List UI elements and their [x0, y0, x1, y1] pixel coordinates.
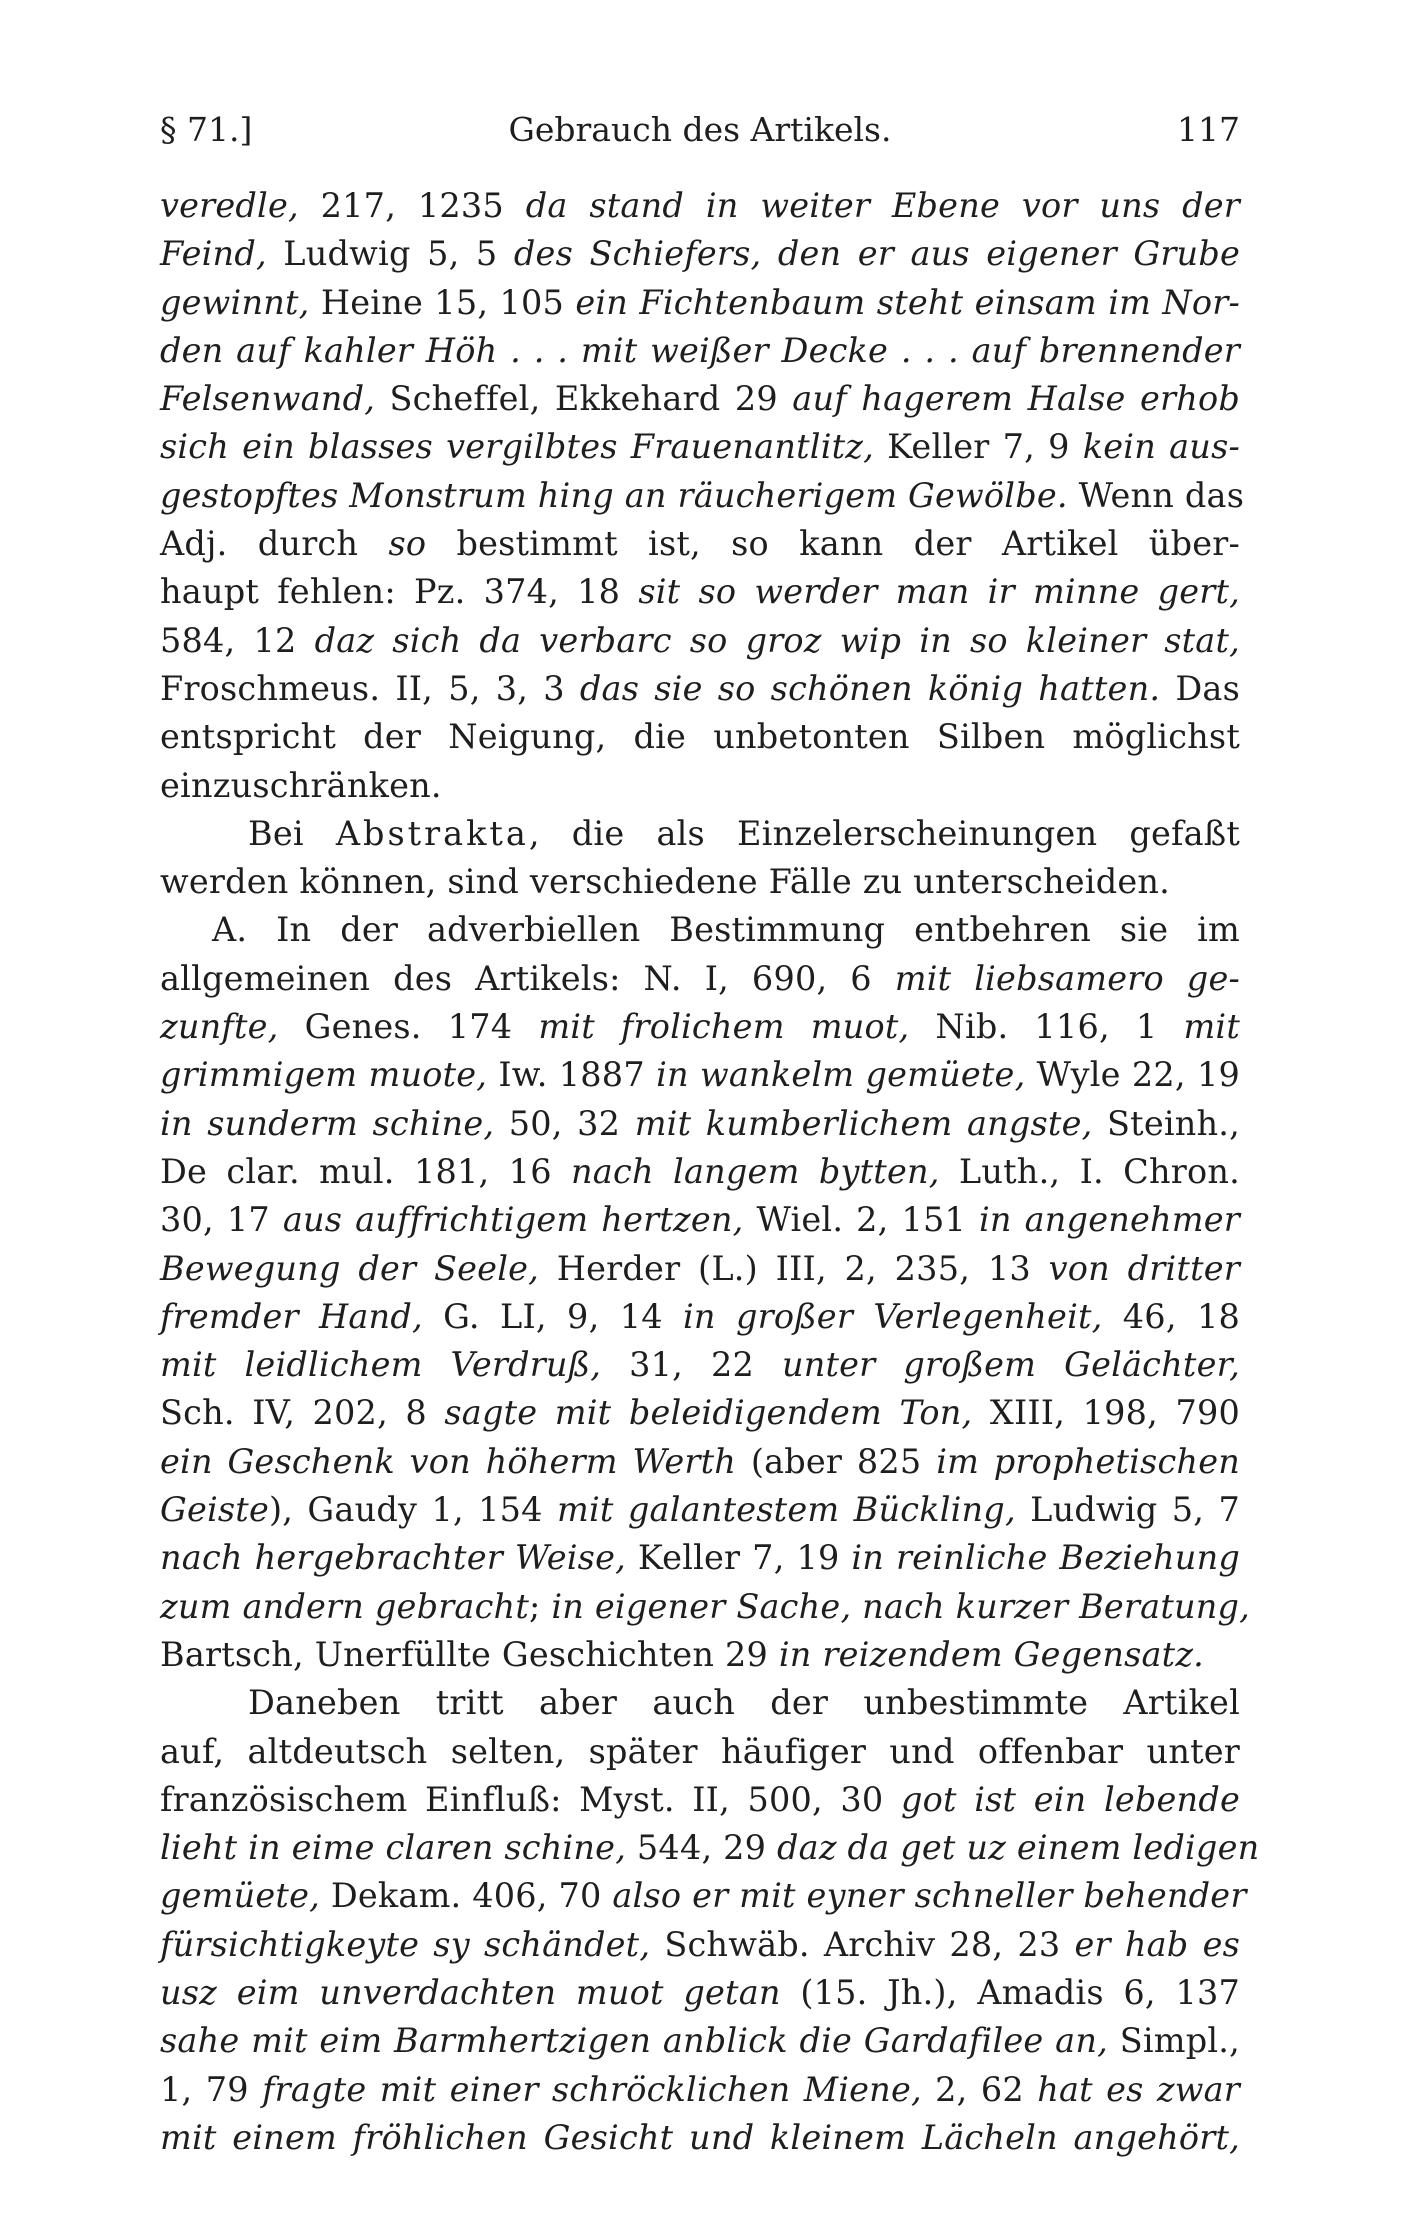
body-text: Froschmeus. II, 5, 3, 3: [160, 668, 580, 708]
body-text: einzuschränken.: [160, 765, 442, 805]
body-text: Wiel. 2, 151: [743, 1200, 979, 1240]
citation-text: aus auffrichtigem hertzen,: [282, 1200, 744, 1240]
body-text: französischem Einfluß: Myst. II, 500, 30: [160, 1779, 901, 1819]
text-line: [160, 1438, 1240, 1486]
text-line: [160, 1534, 1240, 1582]
body-text: 46, 18: [1102, 1296, 1240, 1336]
citation-text: Geiste: [160, 1490, 269, 1530]
text-line: [160, 182, 1240, 230]
citation-text: sahe mit eim Barmhertzigen anblick die Gardafilee an,: [160, 2021, 1108, 2061]
section-number: § 71.]: [160, 110, 253, 149]
text-line: [160, 1341, 1240, 1389]
citation-text: nach langem bytten,: [571, 1151, 940, 1191]
text-line: [160, 1389, 1240, 1437]
citation-text: nach hergebrachter Weise,: [160, 1538, 626, 1578]
text-line: [160, 1728, 1240, 1776]
citation-text: von dritter: [1048, 1248, 1240, 1288]
body-text: Luth., I. Chron.: [939, 1151, 1240, 1191]
body-text: Wyle 22, 19: [1025, 1055, 1240, 1095]
body-text: 1, 79: [160, 2069, 263, 2109]
citation-text: veredle,: [160, 186, 299, 225]
citation-text: fürsichtigkeyte sy schändet,: [160, 1924, 651, 1964]
text-line: [160, 472, 1245, 520]
citation-text: das sie so schönen könig hatten.: [579, 668, 1161, 708]
citation-text: usz eim unverdachten muot getan: [160, 1972, 781, 2012]
text-line: [160, 1486, 1240, 1534]
citation-text: in reinliche Beziehung: [851, 1538, 1240, 1578]
text-line: [160, 568, 1240, 616]
body-text: G. LI, 9, 14: [422, 1296, 684, 1336]
text-line: [160, 762, 1240, 810]
body-text: Ludwig 5, 5: [266, 234, 514, 274]
citation-text: Felsenwand,: [160, 379, 376, 419]
body-text: 544, 29: [626, 1828, 778, 1868]
citation-text: daz da get uz einem ledigen: [777, 1828, 1260, 1868]
text-line: [160, 1583, 1251, 1631]
citation-text: mit kumberlichem angste,: [634, 1103, 1093, 1143]
text-line: [160, 1679, 1240, 1727]
text-line: [160, 230, 1240, 278]
body-text: haupt fehlen: Pz. 374, 18: [160, 572, 639, 612]
body-text: (15. Jh.), Amadis 6, 137: [780, 1972, 1240, 2012]
citation-text: zunfte,: [160, 1007, 279, 1047]
citation-text: Bewegung der Seele,: [160, 1248, 539, 1288]
citation-text: grimmigem muote,: [160, 1055, 488, 1095]
body-text: ;: [529, 1586, 552, 1626]
citation-text: gestopftes Monstrum hing an räucherigem Gewölbe.: [160, 475, 1068, 515]
text-line: [160, 327, 1240, 375]
text-line: [160, 2114, 1240, 2162]
body-text: allgemeinen des Artikels: N. I, 690, 6: [160, 958, 895, 998]
body-text: bestimmt ist, so kann der Artikel über-: [426, 524, 1240, 564]
text-line: [160, 1872, 1247, 1920]
text-line: [160, 858, 1240, 906]
citation-text: mit: [1183, 1007, 1240, 1047]
citation-text: in großer Verlegenheit,: [683, 1296, 1103, 1336]
body-text: Wenn das: [1067, 475, 1245, 515]
citation-text: in eigener Sache, nach kurzer Beratung,: [551, 1586, 1251, 1626]
text-line: [160, 1824, 1260, 1872]
page-header: [160, 108, 1240, 152]
body-text: , die als Einzelerscheinungen gefaßt: [528, 813, 1240, 853]
text-line: [160, 1003, 1240, 1051]
body-text: 31, 22: [601, 1345, 782, 1385]
citation-text: lieht in eime claren schine,: [160, 1828, 627, 1868]
citation-text: mit liebsamero ge-: [894, 958, 1240, 998]
body-text: (aber 825: [736, 1441, 937, 1481]
citation-text: mit leidlichem Verdruß,: [160, 1345, 602, 1385]
citation-text: unter großem Gelächter,: [781, 1345, 1240, 1385]
body-text: Schwäb. Archiv 28, 23: [650, 1924, 1075, 1964]
text-line: [160, 375, 1240, 423]
body-text: Abstrakta: [335, 813, 529, 853]
body-text: 2, 62: [921, 2069, 1038, 2109]
body-text: Daneben tritt aber auch der unbestimmte Artikel: [248, 1683, 1240, 1723]
citation-text: sich ein blasses vergilbtes Frauenantlitz,: [160, 427, 874, 467]
body-text: Keller 7, 19: [625, 1538, 852, 1578]
text-line: [160, 1245, 1240, 1293]
citation-text: fremder Hand,: [160, 1296, 423, 1336]
text-line: [160, 617, 1240, 665]
body-text: Iw. 1887: [487, 1055, 657, 1095]
text-line: [160, 1776, 1240, 1824]
body-text: ), Gaudy 1, 154: [268, 1490, 558, 1530]
citation-text: sit so werder man ir minne gert,: [638, 572, 1240, 612]
text-line: [160, 423, 1240, 471]
citation-text: er hab es: [1074, 1924, 1240, 1964]
citation-text: den auf kahler Höh . . . mit weißer Decke . . . auf brennender: [160, 330, 1240, 370]
body-text: Simpl.,: [1107, 2021, 1240, 2061]
body-text: Sch. IV, 202, 8: [160, 1393, 445, 1433]
text-line: [160, 1293, 1240, 1341]
body-text: Scheffel, Ekkehard 29: [375, 379, 793, 419]
body-text: Bartsch, Unerfüllte Geschichten 29: [160, 1634, 779, 1674]
citation-text: zum andern gebracht: [160, 1586, 529, 1626]
citation-text: mit frolichem muot,: [538, 1007, 910, 1047]
citation-text: kein aus-: [1082, 427, 1240, 467]
citation-text: in wankelm gemüete,: [656, 1055, 1026, 1095]
citation-text: gemüete,: [160, 1876, 320, 1916]
text-line: [160, 1100, 1240, 1148]
text-line: [160, 1051, 1240, 1099]
citation-text: Feind,: [160, 234, 267, 274]
text-line: [160, 279, 1240, 327]
citation-text: gewinnt,: [160, 282, 310, 322]
citation-text: mit galantestem Bückling,: [557, 1490, 1016, 1530]
text-line: [160, 906, 1240, 954]
text-line: [160, 665, 1240, 713]
text-line: [160, 2017, 1240, 2065]
text-line: [160, 1196, 1240, 1244]
body-text: 30, 17: [160, 1200, 283, 1240]
body-text: Herder (L.) III, 2, 235, 13: [538, 1248, 1049, 1288]
citation-text: so: [388, 524, 427, 564]
citation-text: des Schiefers, den er aus eigener Grube: [513, 234, 1240, 274]
citation-text: fragte mit einer schröcklichen Miene,: [262, 2069, 922, 2109]
body-text: XIII, 198, 790: [972, 1393, 1240, 1433]
page-body-text: [160, 182, 1260, 2162]
body-text: werden können, sind verschiedene Fälle zu unterscheiden.: [160, 862, 1170, 902]
citation-text: in reizendem Gegensatz.: [778, 1634, 1205, 1674]
running-title: Gebrauch des Artikels.: [508, 110, 892, 149]
text-line: [160, 810, 1240, 858]
citation-text: ein Geschenk von höherm Werth: [160, 1441, 737, 1481]
text-line: [160, 955, 1240, 1003]
body-text: auf, altdeutsch selten, später häufiger und offenbar unter: [160, 1731, 1240, 1771]
body-text: 584, 12: [160, 620, 315, 660]
body-text: Heine 15, 105: [309, 282, 576, 322]
citation-text: also er mit eyner schneller behender: [612, 1876, 1247, 1916]
body-text: A. In der adverbiellen Bestimmung entbehren sie im: [212, 910, 1240, 950]
citation-text: sagte mit beleidigendem Ton,: [444, 1393, 973, 1433]
citation-text: auf hagerem Halse erhob: [792, 379, 1240, 419]
text-line: [160, 520, 1240, 568]
body-text: Genes. 174: [278, 1007, 539, 1047]
citation-text: im prophetischen: [936, 1441, 1240, 1481]
body-text: Das: [1160, 668, 1240, 708]
body-text: Nib. 116, 1: [909, 1007, 1184, 1047]
body-text: Dekam. 406, 70: [319, 1876, 613, 1916]
body-text: Steinh.,: [1092, 1103, 1241, 1143]
citation-text: got ist ein lebende: [900, 1779, 1241, 1819]
text-line: [160, 1148, 1240, 1196]
citation-text: hat es zwar: [1037, 2069, 1241, 2109]
body-text: Ludwig 5, 7: [1015, 1490, 1240, 1530]
citation-text: in angenehmer: [978, 1200, 1241, 1240]
body-text: Keller 7, 9: [873, 427, 1083, 467]
body-text: entspricht der Neigung, die unbetonten Silben möglichst: [160, 717, 1240, 757]
text-line: [160, 1969, 1240, 2017]
body-text: Bei: [248, 813, 336, 853]
citation-text: ein Fichtenbaum steht einsam im Nor-: [575, 282, 1240, 322]
citation-text: mit einem fröhlichen Gesicht und kleinem Lächeln angehört,: [160, 2117, 1240, 2157]
citation-text: daz sich da verbarc so groz wip in so kleiner stat,: [314, 620, 1240, 660]
citation-text: da stand in weiter Ebene vor uns der: [525, 186, 1240, 225]
body-text: 50, 32: [494, 1103, 635, 1143]
body-text: Adj. durch: [160, 524, 389, 564]
text-line: [160, 713, 1240, 761]
text-line: [160, 1921, 1240, 1969]
citation-text: in sunderm schine,: [160, 1103, 495, 1143]
text-line: [160, 1631, 1240, 1679]
page-number: 117: [1177, 110, 1240, 149]
body-text: 217, 1235: [298, 186, 526, 225]
body-text: De clar. mul. 181, 16: [160, 1151, 572, 1191]
text-line: [160, 2066, 1240, 2114]
